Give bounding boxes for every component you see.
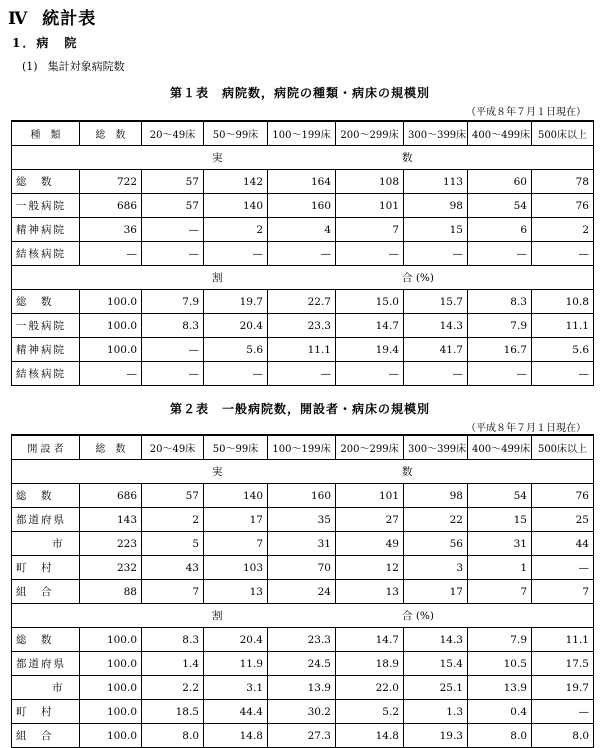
subsection-heading <box>22 58 125 74</box>
table-cell: 223 <box>80 532 142 556</box>
section-ratio-header-char-1: 割 <box>212 610 223 622</box>
table-cell: — <box>142 338 204 362</box>
table-cell: 100.0 <box>80 338 142 362</box>
row-label: 組 合 <box>12 580 80 604</box>
table-cell: 14.7 <box>336 314 404 338</box>
table-cell: 8.0 <box>532 724 594 748</box>
table-cell: 23.3 <box>268 628 336 652</box>
row-label: 都道府県 <box>12 508 80 532</box>
section-ratio-header-char-1: 割 <box>212 272 223 284</box>
table-cell: 686 <box>80 484 142 508</box>
chapter-heading <box>8 4 96 29</box>
section-counts-header-char-1: 実 <box>212 466 223 478</box>
subsection-number: (1) <box>22 60 38 73</box>
table-cell: 108 <box>336 170 404 194</box>
row-label: 一般病院 <box>12 314 80 338</box>
table-cell: 13.9 <box>268 676 336 700</box>
table2-title: 第２表 一般病院数，開設者・病床の規模別 <box>169 402 430 416</box>
table-cell: 57 <box>142 484 204 508</box>
table-cell: 7 <box>142 580 204 604</box>
table-cell: 15.0 <box>336 290 404 314</box>
section-ratio-header <box>12 266 594 290</box>
table-cell: 160 <box>268 194 336 218</box>
table-row <box>12 218 594 242</box>
section-counts-header <box>12 146 594 170</box>
row-label: 総 数 <box>12 170 80 194</box>
table-cell: 27.3 <box>268 724 336 748</box>
table-cell: 7.9 <box>142 290 204 314</box>
column-header: 100～199床 <box>268 435 336 460</box>
table-cell: 7 <box>468 580 532 604</box>
table-cell: 98 <box>404 484 468 508</box>
table-cell: 100.0 <box>80 652 142 676</box>
table-cell: 14.3 <box>404 314 468 338</box>
table-cell: 11.1 <box>268 338 336 362</box>
table-row <box>12 652 594 676</box>
row-label: 町 村 <box>12 700 80 724</box>
table-cell: 100.0 <box>80 724 142 748</box>
table-cell: — <box>268 242 336 266</box>
table-cell: 6 <box>468 218 532 242</box>
table-row <box>12 556 594 580</box>
row-label: 都道府県 <box>12 652 80 676</box>
section-ratio-header-char-2: 合 (%) <box>402 272 435 284</box>
table-cell: 15.4 <box>404 652 468 676</box>
table-cell: 23.3 <box>268 314 336 338</box>
table-cell: 100.0 <box>80 676 142 700</box>
table-cell: — <box>532 556 594 580</box>
table-cell: 722 <box>80 170 142 194</box>
column-header: 100～199床 <box>268 121 336 146</box>
table-cell: 11.9 <box>204 652 268 676</box>
table2-date-note: （平成８年７月１日現在） <box>466 423 586 434</box>
table-cell: — <box>80 362 142 386</box>
table-cell: 8.3 <box>468 290 532 314</box>
column-header-type: 種 類 <box>12 121 80 146</box>
table-cell: 22.7 <box>268 290 336 314</box>
table-cell: 5 <box>142 532 204 556</box>
table-row <box>12 170 594 194</box>
table-row <box>12 290 594 314</box>
table-cell: 57 <box>142 194 204 218</box>
table-row <box>12 338 594 362</box>
row-label: 結核病院 <box>12 242 80 266</box>
table-cell: 17.5 <box>532 652 594 676</box>
table-cell: 20.4 <box>204 628 268 652</box>
section-counts-header-char-1: 実 <box>212 152 223 164</box>
table-cell: 16.7 <box>468 338 532 362</box>
table-cell: 164 <box>268 170 336 194</box>
table-cell: 5.6 <box>204 338 268 362</box>
table-cell: 24.5 <box>268 652 336 676</box>
row-label: 市 <box>12 532 80 556</box>
column-header-type: 開 設 者 <box>12 435 80 460</box>
row-label: 精神病院 <box>12 338 80 362</box>
table-cell: — <box>204 242 268 266</box>
table-cell: — <box>268 362 336 386</box>
table-cell: 2.2 <box>142 676 204 700</box>
table-cell: 10.8 <box>532 290 594 314</box>
column-header: 200～299床 <box>336 435 404 460</box>
table-cell: 100.0 <box>80 628 142 652</box>
table-cell: — <box>336 362 404 386</box>
table-cell: 7 <box>336 218 404 242</box>
table-cell: 98 <box>404 194 468 218</box>
table-cell: 20.4 <box>204 314 268 338</box>
table-cell: 103 <box>204 556 268 580</box>
column-header: 200～299床 <box>336 121 404 146</box>
table-cell: 2 <box>204 218 268 242</box>
table-cell: 10.5 <box>468 652 532 676</box>
table-cell: 43 <box>142 556 204 580</box>
section-counts-header-char-2: 数 <box>402 466 413 478</box>
table-cell: 15 <box>404 218 468 242</box>
table-cell: 17 <box>404 580 468 604</box>
column-header: 400～499床 <box>468 435 532 460</box>
subsection-title: 集計対象病院数 <box>47 60 125 73</box>
table-row <box>12 362 594 386</box>
table-cell: 27 <box>336 508 404 532</box>
table-cell: 8.0 <box>468 724 532 748</box>
table-cell: 101 <box>336 484 404 508</box>
table-cell: 19.3 <box>404 724 468 748</box>
table-cell: 686 <box>80 194 142 218</box>
table-cell: 1.4 <box>142 652 204 676</box>
column-header: 50～99床 <box>204 121 268 146</box>
column-header: 50～99床 <box>204 435 268 460</box>
table-cell: 100.0 <box>80 700 142 724</box>
table-cell: 2 <box>532 218 594 242</box>
table-cell: 24 <box>268 580 336 604</box>
table-cell: 140 <box>204 484 268 508</box>
column-header: 300～399床 <box>404 121 468 146</box>
table-row <box>12 580 594 604</box>
section-counts-header-char-2: 数 <box>402 152 413 164</box>
table-cell: 18.9 <box>336 652 404 676</box>
table-cell: 2 <box>142 508 204 532</box>
table-cell: 19.4 <box>336 338 404 362</box>
table-row <box>12 508 594 532</box>
table-cell: 7.9 <box>468 628 532 652</box>
table-row <box>12 700 594 724</box>
column-header: 400～499床 <box>468 121 532 146</box>
table-cell: 7.9 <box>468 314 532 338</box>
row-label: 町 村 <box>12 556 80 580</box>
table-cell: 140 <box>204 194 268 218</box>
table-cell: 22 <box>404 508 468 532</box>
table-cell: 22.0 <box>336 676 404 700</box>
table1-title: 第１表 病院数，病院の種類・病床の規模別 <box>169 86 430 100</box>
table-cell: 0.4 <box>468 700 532 724</box>
table-cell: 15.7 <box>404 290 468 314</box>
table-cell: 76 <box>532 194 594 218</box>
table-cell: 3 <box>404 556 468 580</box>
table-row <box>12 628 594 652</box>
table-cell: 41.7 <box>404 338 468 362</box>
table-cell: 14.7 <box>336 628 404 652</box>
table-cell: 12 <box>336 556 404 580</box>
table-cell: 25.1 <box>404 676 468 700</box>
table1 <box>11 120 594 386</box>
table-cell: 14.8 <box>336 724 404 748</box>
column-header: 20～49床 <box>142 121 204 146</box>
table-cell: 13 <box>204 580 268 604</box>
column-header: 500床以上 <box>532 121 594 146</box>
table-cell: 44.4 <box>204 700 268 724</box>
table-cell: 4 <box>268 218 336 242</box>
table-cell: — <box>142 218 204 242</box>
table-cell: 76 <box>532 484 594 508</box>
table-cell: 8.3 <box>142 628 204 652</box>
table-cell: 44 <box>532 532 594 556</box>
row-label: 一般病院 <box>12 194 80 218</box>
table-cell: 60 <box>468 170 532 194</box>
table-cell: 7 <box>204 532 268 556</box>
table-cell: 31 <box>268 532 336 556</box>
table-row <box>12 676 594 700</box>
table-cell: — <box>404 242 468 266</box>
section-ratio-header <box>12 604 594 628</box>
table-cell: 54 <box>468 484 532 508</box>
table-cell: — <box>336 242 404 266</box>
table-cell: 232 <box>80 556 142 580</box>
header-row <box>12 121 594 146</box>
table-row <box>12 724 594 748</box>
table-cell: 14.8 <box>204 724 268 748</box>
column-header: 500床以上 <box>532 435 594 460</box>
chapter-title: 統計表 <box>42 9 97 29</box>
row-label: 市 <box>12 676 80 700</box>
table-cell: — <box>532 242 594 266</box>
table-cell: 36 <box>80 218 142 242</box>
table-row <box>12 532 594 556</box>
table-cell: 78 <box>532 170 594 194</box>
header-row <box>12 435 594 460</box>
table-cell: 3.1 <box>204 676 268 700</box>
section-ratio-header-char-2: 合 (%) <box>402 610 435 622</box>
chapter-number: Ⅳ <box>8 9 29 29</box>
table-cell: 13.9 <box>468 676 532 700</box>
table-cell: 25 <box>532 508 594 532</box>
table-cell: 142 <box>204 170 268 194</box>
column-header: 300～399床 <box>404 435 468 460</box>
table1-date-note: （平成８年７月１日現在） <box>466 107 586 118</box>
table-cell: 31 <box>468 532 532 556</box>
table-cell: — <box>532 362 594 386</box>
table-cell: — <box>404 362 468 386</box>
table-row <box>12 314 594 338</box>
table-cell: 5.6 <box>532 338 594 362</box>
table-cell: — <box>204 362 268 386</box>
table-cell: 143 <box>80 508 142 532</box>
table-cell: 8.0 <box>142 724 204 748</box>
table-cell: 15 <box>468 508 532 532</box>
table-cell: 160 <box>268 484 336 508</box>
row-label: 総 数 <box>12 290 80 314</box>
row-label: 総 数 <box>12 484 80 508</box>
table-cell: 1.3 <box>404 700 468 724</box>
table-cell: 57 <box>142 170 204 194</box>
column-header-total: 総 数 <box>80 121 142 146</box>
table-cell: — <box>142 362 204 386</box>
table-cell: 30.2 <box>268 700 336 724</box>
section-heading: 1．病 院 <box>12 36 79 50</box>
table-cell: 19.7 <box>204 290 268 314</box>
row-label: 総 数 <box>12 628 80 652</box>
table-row <box>12 242 594 266</box>
table-cell: — <box>532 700 594 724</box>
table-cell: 7 <box>532 580 594 604</box>
table-cell: 17 <box>204 508 268 532</box>
table-cell: 100.0 <box>80 314 142 338</box>
table-cell: — <box>468 242 532 266</box>
table-cell: 49 <box>336 532 404 556</box>
table-cell: 13 <box>336 580 404 604</box>
table-cell: — <box>142 242 204 266</box>
table-cell: 11.1 <box>532 628 594 652</box>
column-header: 20～49床 <box>142 435 204 460</box>
table-cell: 100.0 <box>80 290 142 314</box>
table-cell: 35 <box>268 508 336 532</box>
table-cell: 19.7 <box>532 676 594 700</box>
section-counts-header <box>12 460 594 484</box>
table-cell: 101 <box>336 194 404 218</box>
table2 <box>11 434 594 748</box>
table-cell: 113 <box>404 170 468 194</box>
table-row <box>12 484 594 508</box>
table-cell: 14.3 <box>404 628 468 652</box>
row-label: 精神病院 <box>12 218 80 242</box>
row-label: 結核病院 <box>12 362 80 386</box>
table-cell: — <box>80 242 142 266</box>
column-header-total: 総 数 <box>80 435 142 460</box>
table-cell: 8.3 <box>142 314 204 338</box>
table-cell: 11.1 <box>532 314 594 338</box>
table-cell: — <box>468 362 532 386</box>
table-row <box>12 194 594 218</box>
table-cell: 88 <box>80 580 142 604</box>
table-cell: 5.2 <box>336 700 404 724</box>
table-cell: 54 <box>468 194 532 218</box>
table-cell: 70 <box>268 556 336 580</box>
table-cell: 18.5 <box>142 700 204 724</box>
row-label: 組 合 <box>12 724 80 748</box>
table-cell: 1 <box>468 556 532 580</box>
table-cell: 56 <box>404 532 468 556</box>
